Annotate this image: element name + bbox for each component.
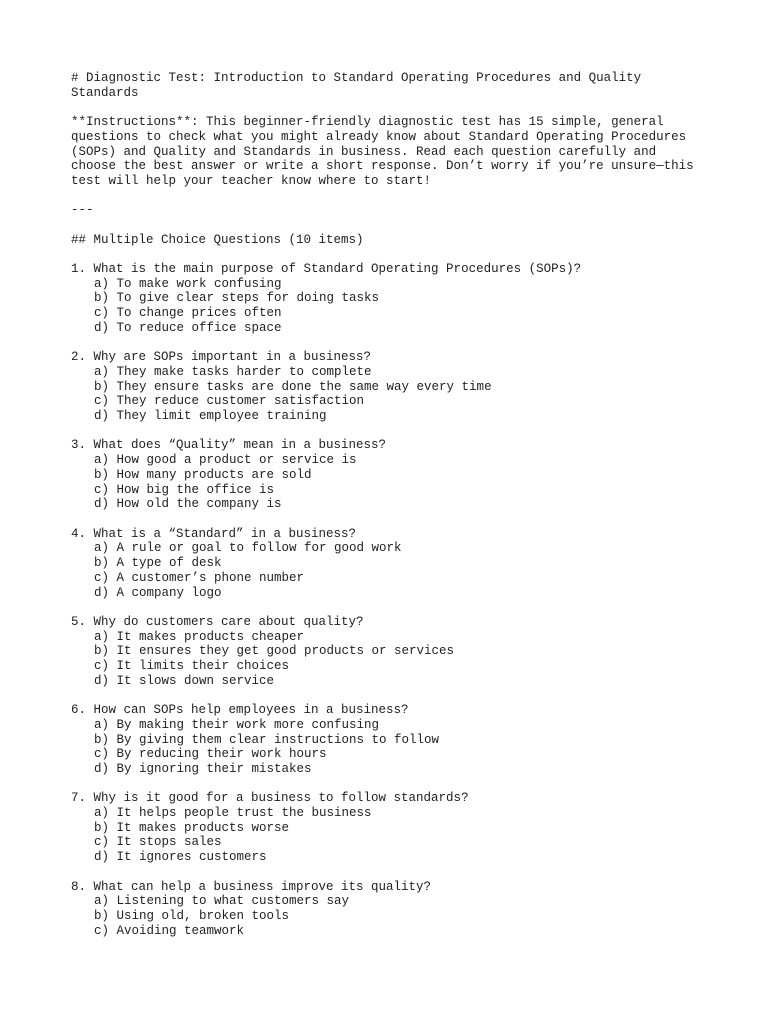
question-block [71, 438, 708, 512]
answer-option: b) A type of desk [94, 556, 222, 571]
answer-option: c) It stops sales [94, 835, 222, 850]
answer-option: c) Avoiding teamwork [94, 923, 245, 938]
answer-option: b) To give clear steps for doing tasks [94, 291, 380, 306]
question-block [71, 527, 708, 601]
question-block [71, 880, 708, 939]
question-block [71, 262, 708, 336]
question-text: 4. What is a “Standard” in a business? [71, 526, 357, 541]
question-block [71, 703, 708, 777]
question-text: 1. What is the main purpose of Standard Operating Procedures (SOPs)? [71, 262, 582, 277]
answer-option: b) It makes products worse [94, 820, 290, 835]
answer-option: c) To change prices often [94, 306, 282, 321]
answer-option: a) To make work confusing [94, 276, 282, 291]
answer-option: a) By making their work more confusing [94, 717, 380, 732]
answer-option: d) To reduce office space [94, 320, 282, 335]
answer-option: c) By reducing their work hours [94, 747, 327, 762]
instructions-line: (SOPs) and Quality and Standards in business. Read each question carefully and [71, 144, 657, 159]
question-block [71, 350, 708, 424]
answer-option: b) It ensures they get good products or services [94, 644, 455, 659]
question-text: 7. Why is it good for a business to follow standards? [71, 791, 469, 806]
instructions-line: **Instructions**: This beginner-friendly diagnostic test has 15 simple, general [71, 115, 664, 130]
answer-option: d) They limit employee training [94, 409, 327, 424]
question-text: 2. Why are SOPs important in a business? [71, 350, 372, 365]
answer-option: d) It ignores customers [94, 850, 267, 865]
question-block [71, 791, 708, 865]
page-title-line-1: # Diagnostic Test: Introduction to Standard Operating Procedures and Quality [71, 71, 642, 85]
answer-option: b) Using old, broken tools [94, 908, 290, 923]
question-text: 5. Why do customers care about quality? [71, 614, 364, 629]
question-text: 3. What does “Quality” mean in a business? [71, 438, 387, 453]
answer-option: d) A company logo [94, 585, 222, 600]
separator: --- [71, 203, 94, 218]
question-text: 8. What can help a business improve its quality? [71, 879, 432, 894]
page-title-line-2: Standards [71, 85, 139, 100]
answer-option: c) They reduce customer satisfaction [94, 394, 365, 409]
answer-option: a) It helps people trust the business [94, 806, 372, 820]
answer-option: a) How good a product or service is [94, 453, 357, 468]
answer-option: a) They make tasks harder to complete [94, 364, 372, 379]
answer-option: b) They ensure tasks are done the same way every time [94, 379, 492, 394]
answer-option: b) By giving them clear instructions to follow [94, 732, 440, 747]
answer-option: b) How many products are sold [94, 467, 312, 482]
instructions-line: questions to check what you might already know about Standard Operating Procedures [71, 129, 687, 144]
answer-option: d) It slows down service [94, 673, 275, 688]
answer-option: a) A rule or goal to follow for good work [94, 541, 402, 556]
instructions-line: choose the best answer or write a short response. Don’t worry if you’re unsure—this [71, 159, 694, 174]
answer-option: d) By ignoring their mistakes [94, 761, 312, 776]
question-block [71, 615, 708, 689]
answer-option: d) How old the company is [94, 497, 282, 512]
question-text: 6. How can SOPs help employees in a business? [71, 703, 409, 718]
answer-option: c) It limits their choices [94, 659, 290, 673]
answer-option: c) How big the office is [94, 482, 275, 497]
answer-option: a) It makes products cheaper [94, 629, 305, 644]
instructions-line: test will help your teacher know where to start! [71, 173, 432, 188]
section-heading: ## Multiple Choice Questions (10 items) [71, 232, 364, 247]
answer-option: a) Listening to what customers say [94, 894, 350, 909]
answer-option: c) A customer’s phone number [94, 570, 305, 585]
instructions-block [71, 115, 708, 189]
